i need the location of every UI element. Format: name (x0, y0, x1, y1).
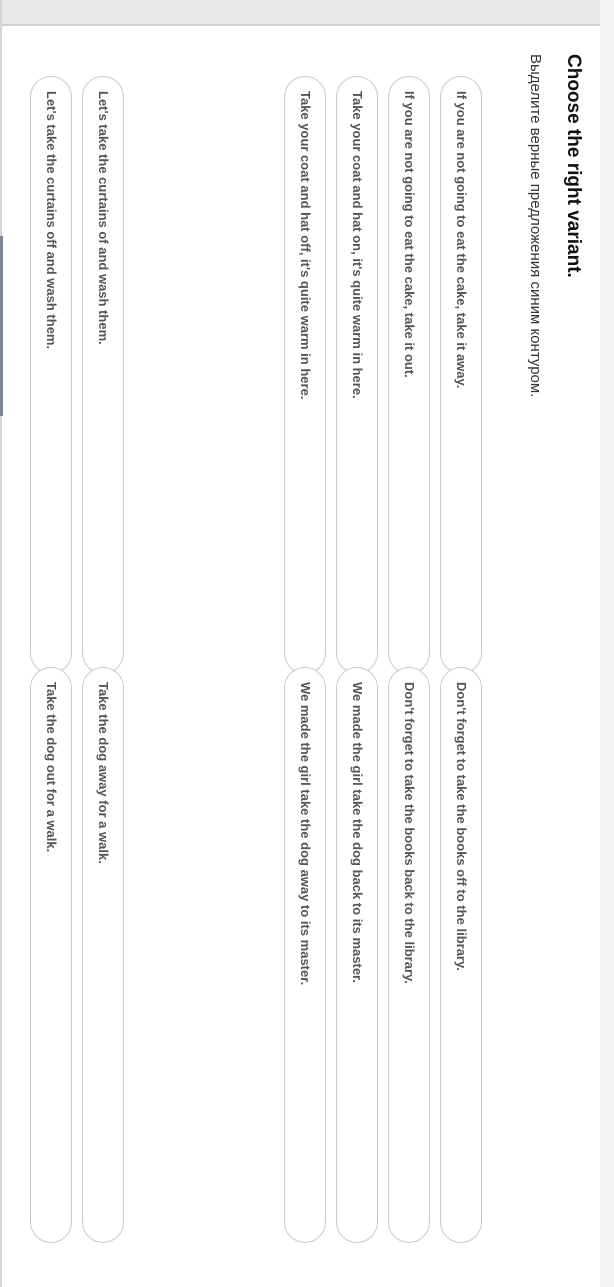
option-g1-a2[interactable]: If you are not going to eat the cake, take it out. (388, 76, 430, 674)
option-g2-b2[interactable]: We made the girl take the dog away to its master. (284, 667, 326, 1243)
option-g2-a1[interactable]: Take your coat and hat on, it's quite warm in here. (336, 76, 378, 674)
option-g3-a2[interactable]: Let's take the curtains off and wash them. (30, 76, 72, 674)
option-g2-a2[interactable]: Take your coat and hat off, it's quite warm in here. (284, 76, 326, 674)
option-g1-b1[interactable]: Don't forget to take the books off to the library. (440, 667, 482, 1243)
exercise-title: Choose the right variant. (563, 54, 584, 278)
option-g3-a1[interactable]: Let's take the curtains of and wash them. (82, 76, 124, 674)
option-g1-b2[interactable]: Don't forget to take the books back to the library. (388, 667, 430, 1243)
option-g2-b1[interactable]: We made the girl take the dog back to its master. (336, 667, 378, 1243)
option-g3-b1[interactable]: Take the dog away for a walk. (82, 667, 124, 1243)
option-g3-b2[interactable]: Take the dog out for a walk. (30, 667, 72, 1243)
option-g1-a1[interactable]: If you are not going to eat the cake, take it away. (440, 76, 482, 674)
exercise-instruction: Выделите верные предложения синим контуром. (527, 54, 544, 398)
